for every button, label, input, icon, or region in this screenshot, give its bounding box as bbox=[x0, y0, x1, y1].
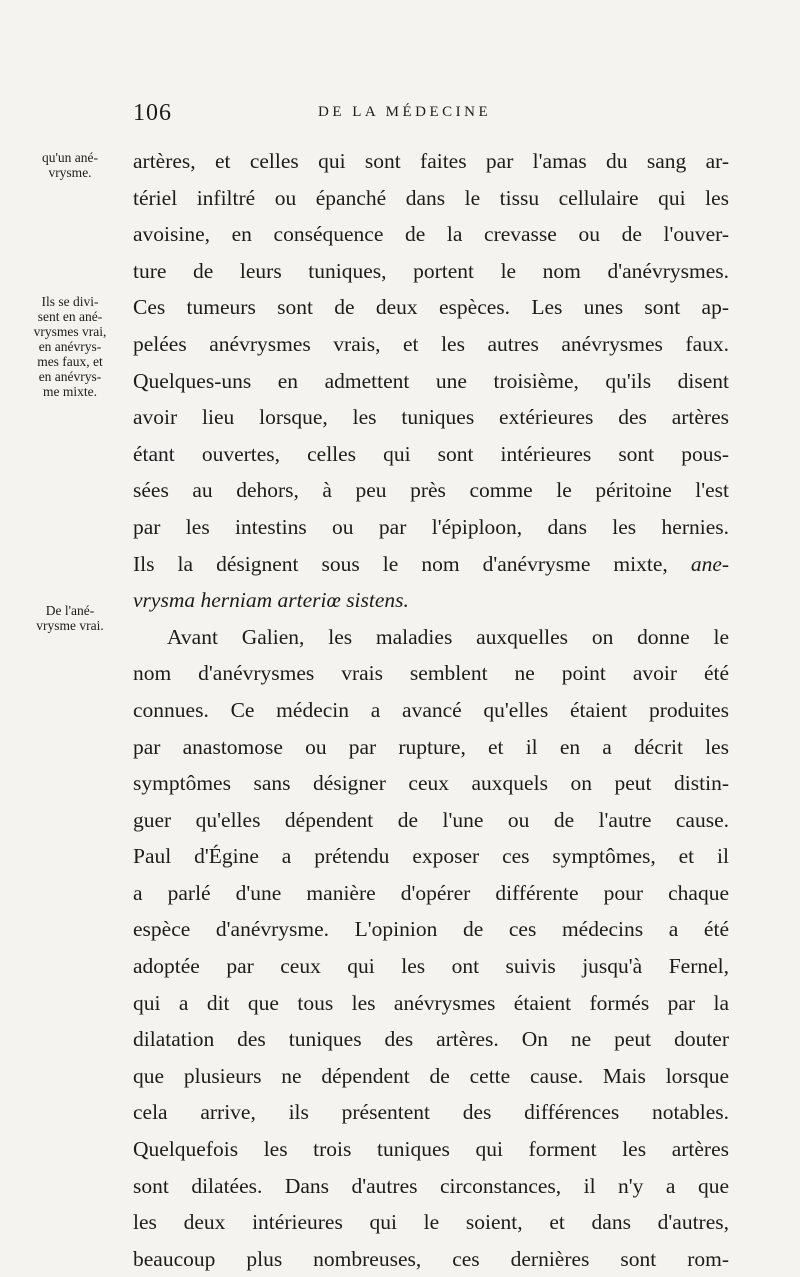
text-line: espèce d'anévrysme. L'opinion de ces médecins a été bbox=[133, 917, 729, 942]
margin-note-line: en anévrys- bbox=[38, 369, 102, 384]
margin-note-types bbox=[14, 294, 126, 399]
text-line: Quelquefois les trois tuniques qui forment les artères bbox=[133, 1137, 729, 1162]
text-line: artères, et celles qui sont faites par l'amas du sang ar- bbox=[133, 149, 729, 173]
margin-note-line: qu'un ané- bbox=[41, 150, 99, 165]
margin-note-aneurysm bbox=[14, 150, 126, 180]
text-line: connues. Ce médecin a avancé qu'elles étaient produites bbox=[133, 697, 729, 722]
text-line: tériel infiltré ou épanché dans le tissu cellulaire qui les bbox=[133, 185, 729, 210]
page-number: 106 bbox=[133, 100, 172, 126]
text-line: dilatation des tuniques des artères. On ne peut douter bbox=[133, 1027, 729, 1052]
margin-note-line: De l'ané- bbox=[45, 603, 95, 618]
margin-note-line: sent en ané- bbox=[37, 309, 103, 324]
margin-note-true-aneurysm bbox=[14, 603, 126, 633]
margin-note-line: en anévrys- bbox=[38, 339, 102, 354]
text-line: cela arrive, ils présentent des différences notables. bbox=[133, 1100, 729, 1125]
text-line: symptômes sans désigner ceux auxquels on peut distin- bbox=[133, 771, 729, 796]
margin-note-line: vrysmes vrai, bbox=[33, 324, 107, 339]
text-line: avoisine, en conséquence de la crevasse ou de l'ouver- bbox=[133, 222, 729, 247]
text-line-italic: vrysma herniam arteriœ sistens. bbox=[133, 588, 409, 613]
margin-note-line: vrysme vrai. bbox=[36, 618, 104, 633]
text-line: sont dilatées. Dans d'autres circonstances, il n'y a que bbox=[133, 1173, 729, 1198]
page-header bbox=[133, 100, 733, 130]
text-line: Quelques-uns en admettent une troisième, qu'ils disent bbox=[133, 368, 729, 393]
text-line: ture de leurs tuniques, portent le nom d'anévrysmes. bbox=[133, 258, 729, 283]
italic-term: ane- bbox=[690, 551, 730, 576]
text-line: guer qu'elles dépendent de l'une ou de l'autre cause. bbox=[133, 807, 729, 832]
text-line-with-italic bbox=[133, 546, 729, 583]
text-line: adoptée par ceux qui les ont suivis jusqu'à Fernel, bbox=[133, 954, 729, 979]
text-line: qui a dit que tous les anévrysmes étaient formés par la bbox=[133, 990, 729, 1015]
text-line: beaucoup plus nombreuses, ces dernières sont rom- bbox=[133, 1246, 729, 1271]
paragraph-start-line: Avant Galien, les maladies auxquelles on donne le bbox=[167, 624, 729, 649]
text-line: nom d'anévrysmes vrais semblent ne point avoir été bbox=[133, 661, 729, 686]
margin-note-line: me mixte. bbox=[43, 384, 97, 399]
margin-note-line: mes faux, et bbox=[37, 354, 103, 369]
text-segment: Ils la désignent sous le nom d'anévrysme mixte, bbox=[133, 551, 668, 576]
body-text bbox=[133, 143, 729, 1277]
text-line: a parlé d'une manière d'opérer différente pour chaque bbox=[133, 880, 729, 905]
text-line: par anastomose ou par rupture, et il en a décrit les bbox=[133, 734, 729, 759]
margin-note-line: vrysme. bbox=[48, 165, 92, 180]
text-line: pelées anévrysmes vrais, et les autres anévrysmes faux. bbox=[133, 331, 729, 356]
margin-note-line: Ils se divi- bbox=[41, 294, 99, 309]
text-line: étant ouvertes, celles qui sont intérieures sont pous- bbox=[133, 441, 729, 466]
text-line: Paul d'Égine a prétendu exposer ces symptômes, et il bbox=[133, 844, 729, 869]
text-line: que plusieurs ne dépendent de cette cause. Mais lorsque bbox=[133, 1063, 729, 1088]
text-line: par les intestins ou par l'épiploon, dans les hernies. bbox=[133, 514, 729, 539]
text-line: les deux intérieures qui le soient, et dans d'autres, bbox=[133, 1210, 729, 1235]
text-line: avoir lieu lorsque, les tuniques extérieures des artères bbox=[133, 405, 729, 430]
text-line: sées au dehors, à peu près comme le péritoine l'est bbox=[133, 478, 729, 503]
running-head: DE LA MÉDECINE bbox=[318, 104, 492, 120]
text-line: Ces tumeurs sont de deux espèces. Les unes sont ap- bbox=[133, 295, 729, 320]
